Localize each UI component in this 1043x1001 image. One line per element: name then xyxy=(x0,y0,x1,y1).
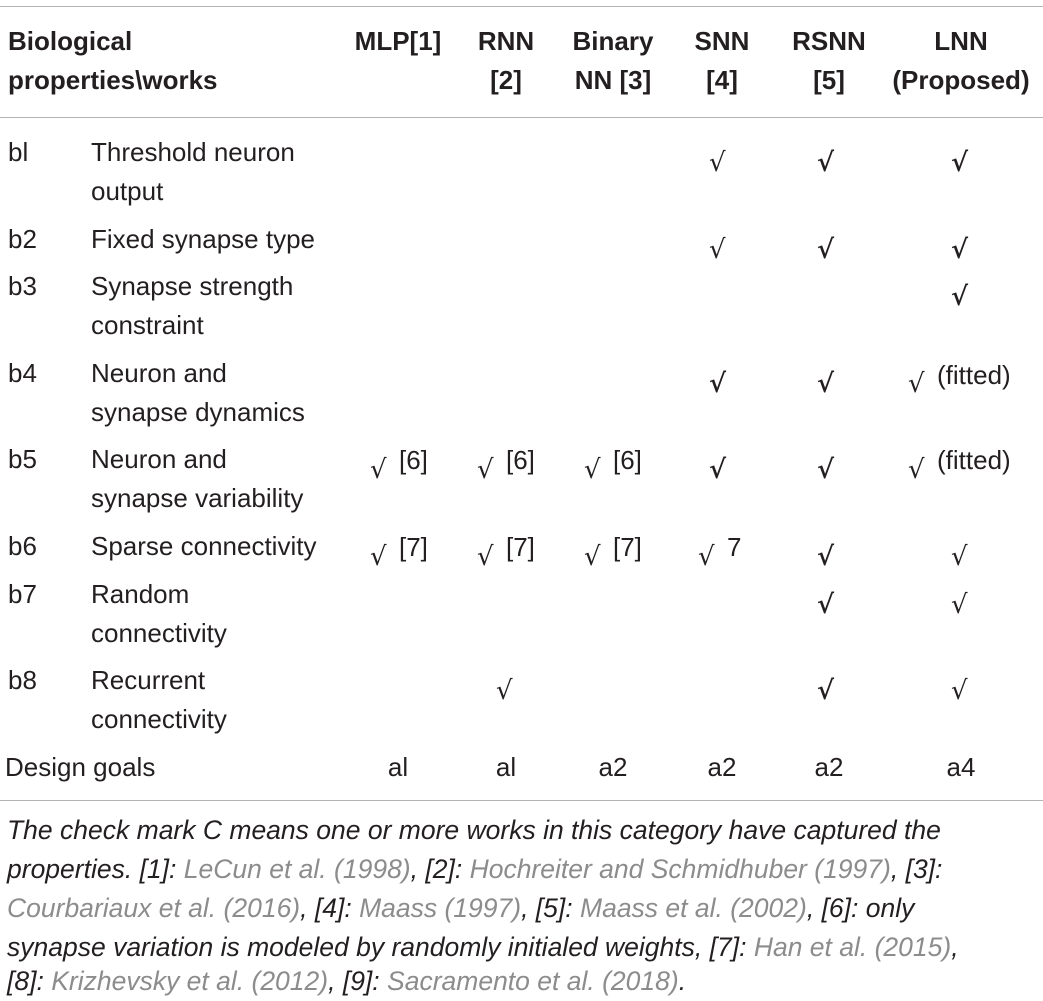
footnote-line xyxy=(7,852,942,886)
ref7-note: [7] xyxy=(613,532,642,562)
header-mlp: MLP[1] xyxy=(354,26,442,56)
check-mark: √ xyxy=(584,542,601,572)
header-lnn-proposed: (Proposed) xyxy=(892,65,1030,95)
table-top-rule xyxy=(0,6,1043,7)
design-goal-rsnn: a2 xyxy=(814,752,844,782)
ref7-note: [7] xyxy=(399,532,428,562)
header-rsnn-ref: [5] xyxy=(813,65,845,95)
design-goal-lnn: a4 xyxy=(946,752,976,782)
header-binary-nn: Binary xyxy=(572,26,654,56)
design-goal-rnn: al xyxy=(495,752,517,782)
check-mark: √ xyxy=(817,455,835,485)
row-id: b2 xyxy=(8,224,37,254)
check-mark: √ xyxy=(817,542,835,572)
check-mark: √ xyxy=(951,235,969,265)
design-goal-snn: a2 xyxy=(707,752,737,782)
row-property: Recurrent xyxy=(91,665,206,695)
citation-link[interactable]: Sacramento et al. (2018) xyxy=(387,966,679,996)
footnote-text: , [3]: xyxy=(890,854,943,884)
footnote-text: . xyxy=(678,966,687,996)
citation-link[interactable]: Maass et al. (2002) xyxy=(580,893,807,923)
citation-link[interactable]: Krizhevsky et al. (2012) xyxy=(51,966,329,996)
footnote-text: , xyxy=(951,932,959,962)
design-goals-label: Design goals xyxy=(5,752,156,782)
citation-link[interactable]: Maass (1997) xyxy=(359,893,522,923)
footnote-text: , [4]: xyxy=(300,893,360,923)
row-property: Fixed synapse type xyxy=(91,224,316,254)
snn-ref-note: 7 xyxy=(727,532,742,562)
row-property: Sparse connectivity xyxy=(91,531,317,561)
row-id: bl xyxy=(8,137,29,167)
check-mark: √ xyxy=(709,369,727,399)
fitted-note: (fitted) xyxy=(937,360,1011,390)
check-mark: √ xyxy=(370,455,387,485)
check-mark: √ xyxy=(817,148,835,178)
row-property-cont: synapse dynamics xyxy=(91,397,305,427)
row-id: b7 xyxy=(8,579,37,609)
row-id: b3 xyxy=(8,271,37,301)
header-rnn-ref: [2] xyxy=(490,65,522,95)
citation-link[interactable]: Courbariaux et al. (2016) xyxy=(7,893,301,923)
header-binary-nn-ref: NN [3] xyxy=(574,65,652,95)
row-property-cont: connectivity xyxy=(91,618,227,648)
check-mark: √ xyxy=(496,676,513,706)
check-mark: √ xyxy=(477,542,494,572)
footnote-line xyxy=(7,813,941,847)
check-mark: √ xyxy=(477,455,494,485)
footnote-text: The check mark C means one or more works in this category have captured the xyxy=(7,815,941,845)
footnote-text: synapse variation is modeled by randomly initialed weights, [7]: xyxy=(7,932,754,962)
row-property-cont: output xyxy=(91,176,164,206)
header-lnn: LNN xyxy=(934,26,988,56)
check-mark: √ xyxy=(709,148,726,178)
row-property: Threshold neuron xyxy=(91,137,295,167)
check-mark: √ xyxy=(370,542,387,572)
check-mark: √ xyxy=(698,542,715,572)
header-snn: SNN xyxy=(694,26,750,56)
check-mark: √ xyxy=(951,676,968,706)
check-mark: √ xyxy=(817,590,835,620)
footnote-text: properties. [1]: xyxy=(7,854,184,884)
ref6-note: [6] xyxy=(613,445,642,475)
check-mark: √ xyxy=(951,282,969,312)
row-property-cont: synapse variability xyxy=(91,483,304,513)
footnote-text: , [9]: xyxy=(328,966,388,996)
row-id: b5 xyxy=(8,444,37,474)
ref7-note: [7] xyxy=(506,532,535,562)
row-id: b8 xyxy=(8,665,37,695)
check-mark: √ xyxy=(951,542,968,572)
row-property: Random xyxy=(91,579,190,609)
footnote-line xyxy=(7,891,914,925)
row-property-cont: constraint xyxy=(91,310,204,340)
check-mark: √ xyxy=(817,369,835,399)
header-rsnn: RSNN xyxy=(792,26,866,56)
row-property: Neuron and xyxy=(91,444,227,474)
citation-link[interactable]: Hochreiter and Schmidhuber (1997) xyxy=(469,854,891,884)
check-mark: √ xyxy=(951,148,969,178)
row-id: b4 xyxy=(8,358,37,388)
row-id: b6 xyxy=(8,531,37,561)
header-rnn: RNN xyxy=(477,26,535,56)
footnote-text: , [2]: xyxy=(410,854,470,884)
footnote-text: , [5]: xyxy=(521,893,580,923)
design-goal-binary-nn: a2 xyxy=(598,752,628,782)
citation-link[interactable]: LeCun et al. (1998) xyxy=(183,854,411,884)
ref6-note: [6] xyxy=(506,445,535,475)
row-property: Neuron and xyxy=(91,358,227,388)
check-mark: √ xyxy=(908,369,925,399)
footnote-line xyxy=(7,964,686,998)
footnote-line xyxy=(7,930,959,964)
footnote-text: [8]: xyxy=(7,966,52,996)
check-mark: √ xyxy=(817,235,835,265)
check-mark: √ xyxy=(951,590,968,620)
check-mark: √ xyxy=(709,455,727,485)
footnote-text: , [6]: only xyxy=(806,893,915,923)
header-snn-ref: [4] xyxy=(706,65,738,95)
row-property-cont: connectivity xyxy=(91,704,227,734)
design-goal-mlp: al xyxy=(387,752,409,782)
row-property: Synapse strength xyxy=(91,271,294,301)
check-mark: √ xyxy=(584,455,601,485)
citation-link[interactable]: Han et al. (2015) xyxy=(753,932,952,962)
fitted-note: (fitted) xyxy=(937,445,1011,475)
check-mark: √ xyxy=(817,676,835,706)
table-bottom-rule xyxy=(0,800,1043,801)
check-mark: √ xyxy=(709,235,726,265)
header-works-label: properties\works xyxy=(8,65,218,95)
check-mark: √ xyxy=(908,455,925,485)
ref6-note: [6] xyxy=(399,445,428,475)
header-bottom-rule xyxy=(0,117,1043,118)
header-biological-label: Biological xyxy=(8,26,133,56)
